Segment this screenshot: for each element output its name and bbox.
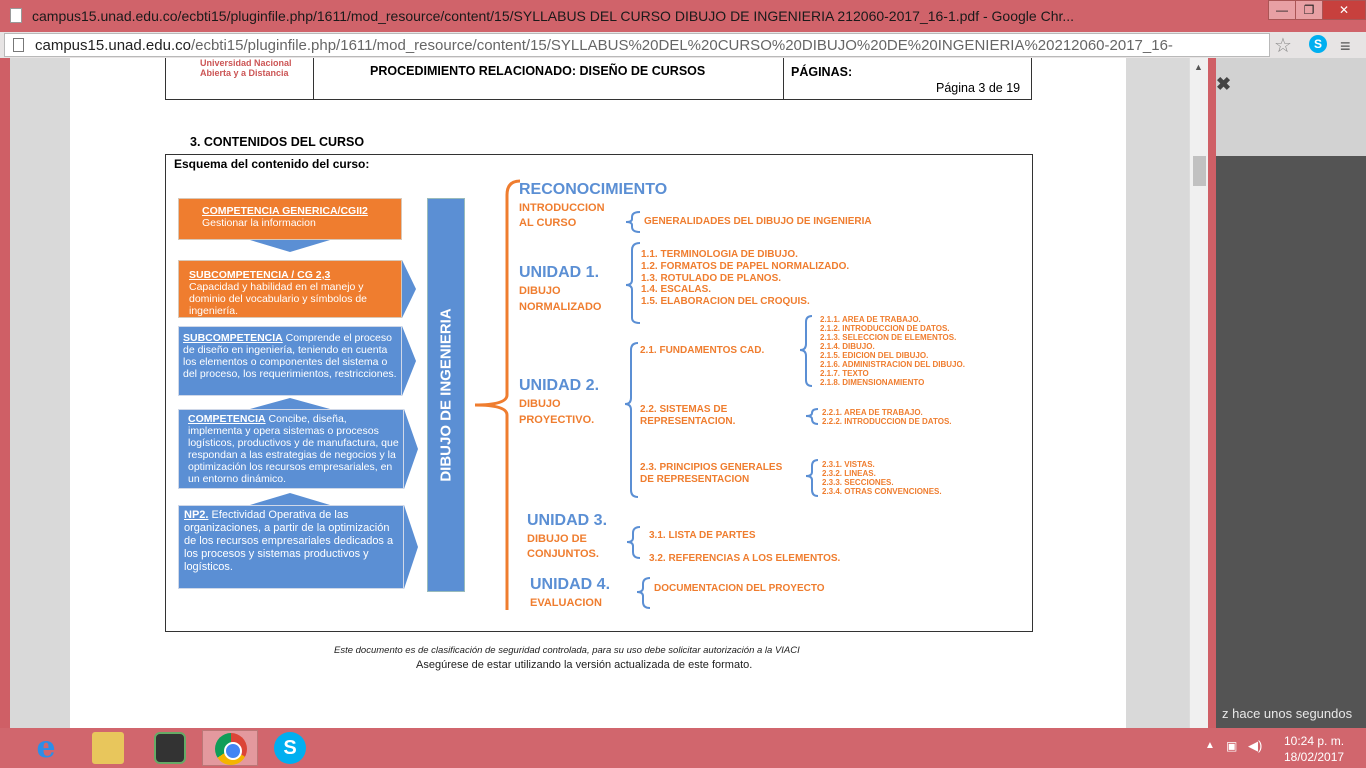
principios-generales-subitem: 2.3.4. OTRAS CONVENCIONES.	[822, 487, 942, 496]
fundamentos-cad-subitem: 2.1.8. DIMENSIONAMIENTO	[820, 378, 925, 387]
subcompetencia-block	[178, 326, 402, 396]
unidad-2-title: UNIDAD 2.	[519, 377, 600, 394]
scroll-up-icon[interactable]: ▲	[1194, 62, 1203, 72]
clock[interactable]	[1284, 733, 1344, 765]
principios-generales-item: 2.3. PRINCIPIOS GENERALES	[640, 462, 783, 473]
media-app-task[interactable]	[142, 730, 198, 766]
unidad-3-item: 3.2. REFERENCIAS A LOS ELEMENTOS.	[649, 553, 841, 564]
block-text: Capacidad y habilidad en el manejo y dominio del vocabulario y símbolos de ingeniería.	[189, 281, 368, 317]
unidad-3-subtitle: DIBUJO DE	[527, 533, 587, 545]
np2-block	[178, 505, 404, 589]
brace	[806, 460, 818, 496]
unidad-1-title: UNIDAD 1.	[519, 264, 600, 281]
logo-line-1: Universidad Nacional	[200, 58, 292, 68]
main-brace	[475, 181, 520, 610]
principios-generales-subitem: 2.3.2. LINEAS.	[822, 469, 876, 478]
brace	[637, 578, 650, 608]
security-notice-text: Este documento es de clasificación de seguridad controlada, para su uso debe solicitar autorización a la VIACI	[334, 645, 800, 656]
fundamentos-cad-subitem: 2.1.7. TEXTO	[820, 369, 869, 378]
taskbar	[0, 728, 1366, 768]
competencia-block	[178, 409, 404, 489]
fundamentos-cad-item: 2.1. FUNDAMENTOS CAD.	[640, 345, 765, 356]
version-notice: Asegúrese de estar utilizando la versión actualizada de este formato.	[416, 659, 753, 671]
block-heading: COMPETENCIA	[188, 413, 266, 425]
fundamentos-cad-subitem: 2.1.6. ADMINISTRACION DEL DIBUJO.	[820, 360, 965, 369]
principios-generales-subitem: 2.3.1. VISTAS.	[822, 460, 875, 469]
sistemas-representacion-item: REPRESENTACION.	[640, 416, 736, 427]
arrow-right	[402, 326, 416, 396]
intro-label: INTRODUCCION	[519, 202, 605, 214]
unidad-3-title: UNIDAD 3.	[527, 512, 608, 529]
chrome-menu-icon[interactable]: ≡	[1340, 36, 1351, 56]
unidad-3-subtitle: CONJUNTOS.	[527, 548, 599, 560]
window-title: campus15.unad.edu.co/ecbti15/pluginfile.php/1611/mod_resource/content/15/SYLLABUS DEL CURSO DIBUJO DE INGENIERIA 212060-2017_16-1.pdf - Google Chr...	[32, 8, 1075, 24]
bookmark-star-icon[interactable]: ☆	[1274, 35, 1292, 57]
arrow-up	[250, 398, 330, 409]
brace	[627, 527, 640, 558]
skype-extension-icon[interactable]: S	[1309, 35, 1327, 53]
tray-expand-icon[interactable]: ▲	[1205, 740, 1215, 751]
arrow-right	[402, 260, 416, 318]
skype-task[interactable]	[262, 730, 318, 766]
principios-generales-subitem: 2.3.3. SECCIONES.	[822, 478, 894, 487]
block-text: Gestionar la informacion	[202, 217, 316, 229]
pages-label: PÁGINAS:	[791, 65, 853, 79]
course-name-label: DIBUJO DE INGENIERIA	[437, 308, 455, 482]
brace	[806, 409, 818, 424]
arrow-down	[250, 240, 330, 252]
section-title: 3. CONTENIDOS DEL CURSO	[190, 135, 365, 149]
brace	[626, 243, 640, 323]
minimize-button[interactable]: —	[1268, 0, 1296, 20]
close-button[interactable]: ✕	[1322, 0, 1366, 20]
url-path: /ecbti15/pluginfile.php/1611/mod_resource/content/15/SYLLABUS%20DEL%20CURSO%20DIBUJO%20DE%20INGENIERIA%20212060-2017_16-	[190, 37, 1173, 54]
media-app-icon	[154, 732, 186, 764]
fundamentos-cad-subitem: 2.1.1. AREA DE TRABAJO.	[820, 315, 921, 324]
course-name-bar	[427, 198, 465, 592]
block-text: Comprende el proceso de diseño en ingeniería, teniendo en cuenta los elementos o componentes del sistema o del proceso, los requerimientos, restricciones.	[183, 332, 397, 380]
chrome-icon	[215, 733, 247, 765]
schema-title: Esquema del contenido del curso:	[174, 157, 370, 171]
brace	[626, 212, 640, 232]
skype-icon: S	[274, 732, 306, 764]
fundamentos-cad-list	[820, 315, 965, 387]
arrow-up	[250, 493, 330, 505]
side-panel-notice: z hace unos segundos	[1222, 706, 1353, 721]
arrow-right	[404, 409, 418, 489]
unidad-1-item: 1.5. ELABORACION DEL CROQUIS.	[641, 296, 810, 308]
internet-explorer-task[interactable]	[18, 730, 74, 766]
unidad-1-item: 1.3. ROTULADO DE PLANOS.	[641, 272, 782, 284]
network-icon[interactable]: ▣	[1226, 739, 1238, 753]
block-heading: SUBCOMPETENCIA	[183, 332, 283, 344]
unidad-1-item: 1.4. ESCALAS.	[641, 284, 712, 296]
fundamentos-cad-subitem: 2.1.3. SELECCION DE ELEMENTOS.	[820, 333, 957, 342]
block-heading: COMPETENCIA GENERICA/CGII2	[202, 205, 368, 217]
competencia-generica-block	[178, 198, 402, 240]
sistemas-representacion-list	[822, 408, 952, 426]
url-host: campus15.unad.edu.co	[35, 37, 191, 54]
principios-generales-list	[822, 460, 942, 496]
clock-date: 18/02/2017	[1284, 750, 1345, 764]
maximize-button[interactable]: ❐	[1295, 0, 1323, 20]
generalidades-item: GENERALIDADES DEL DIBUJO DE INGENIERIA	[644, 216, 872, 227]
unidad-1-item: 1.2. FORMATOS DE PAPEL NORMALIZADO.	[641, 260, 850, 272]
block-text: Efectividad Operativa de las organizaciones, a partir de la optimización de los recursos empresariales dedicados a los procesos y sistemas productivos y logísticos.	[184, 509, 394, 573]
side-panel-close-icon[interactable]: ✖	[1216, 74, 1232, 94]
brace	[625, 343, 638, 497]
unidad-1-list	[641, 249, 849, 308]
principios-generales-item: DE REPRESENTACION	[640, 474, 750, 485]
reconocimiento-title: RECONOCIMIENTO	[519, 181, 668, 198]
unidad-1-subtitle: DIBUJO	[519, 285, 561, 297]
fundamentos-cad-subitem: 2.1.5. EDICION DEL DIBUJO.	[820, 351, 929, 360]
subcompetencia-cg-block	[178, 260, 402, 318]
procedure-title: PROCEDIMIENTO RELACIONADO: DISEÑO DE CURSOS	[370, 64, 706, 78]
unidad-1-item: 1.1. TERMINOLOGIA DE DIBUJO.	[641, 249, 798, 260]
unidad-3-item: 3.1. LISTA DE PARTES	[649, 530, 756, 541]
unidad-1-subtitle: NORMALIZADO	[519, 301, 602, 313]
fundamentos-cad-subitem: 2.1.2. INTRODUCCION DE DATOS.	[820, 324, 950, 333]
unidad-2-subtitle: PROYECTIVO.	[519, 414, 595, 426]
page-number: Página 3 de 19	[936, 81, 1021, 95]
chrome-task[interactable]	[202, 730, 258, 766]
sistemas-representacion-item: 2.2. SISTEMAS DE	[640, 404, 728, 415]
arrow-right	[404, 505, 418, 589]
logo-line-2: Abierta y a Distancia	[200, 68, 289, 78]
internet-explorer-icon: e	[36, 730, 56, 765]
block-text: Concibe, diseña, implementa y opera sistemas o procesos logísticos, productivos y de manufactura, que respondan a las estrategias de negocios y la optimización los recursos empresariales, en un entorno dinámico.	[188, 413, 399, 485]
unidad-4-title: UNIDAD 4.	[530, 576, 611, 593]
block-heading: SUBCOMPETENCIA / CG 2,3	[189, 269, 331, 281]
intro-label: AL CURSO	[519, 217, 577, 229]
unidad-3-list	[649, 524, 840, 570]
documentacion-item: DOCUMENTACION DEL PROYECTO	[654, 583, 825, 594]
folder-icon	[92, 732, 124, 764]
fundamentos-cad-subitem: 2.1.4. DIBUJO.	[820, 342, 875, 351]
file-explorer-task[interactable]	[80, 730, 136, 766]
sistemas-representacion-subitem: 2.2.1. AREA DE TRABAJO.	[822, 408, 923, 417]
block-heading: NP2.	[184, 509, 209, 521]
sistemas-representacion-subitem: 2.2.2. INTRODUCCION DE DATOS.	[822, 417, 952, 426]
volume-icon[interactable]: ◀)	[1248, 738, 1263, 753]
brace	[800, 316, 812, 386]
unidad-2-subtitle: DIBUJO	[519, 398, 561, 410]
unidad-4-subtitle: EVALUACION	[530, 597, 602, 609]
clock-time: 10:24 p. m.	[1284, 734, 1345, 748]
